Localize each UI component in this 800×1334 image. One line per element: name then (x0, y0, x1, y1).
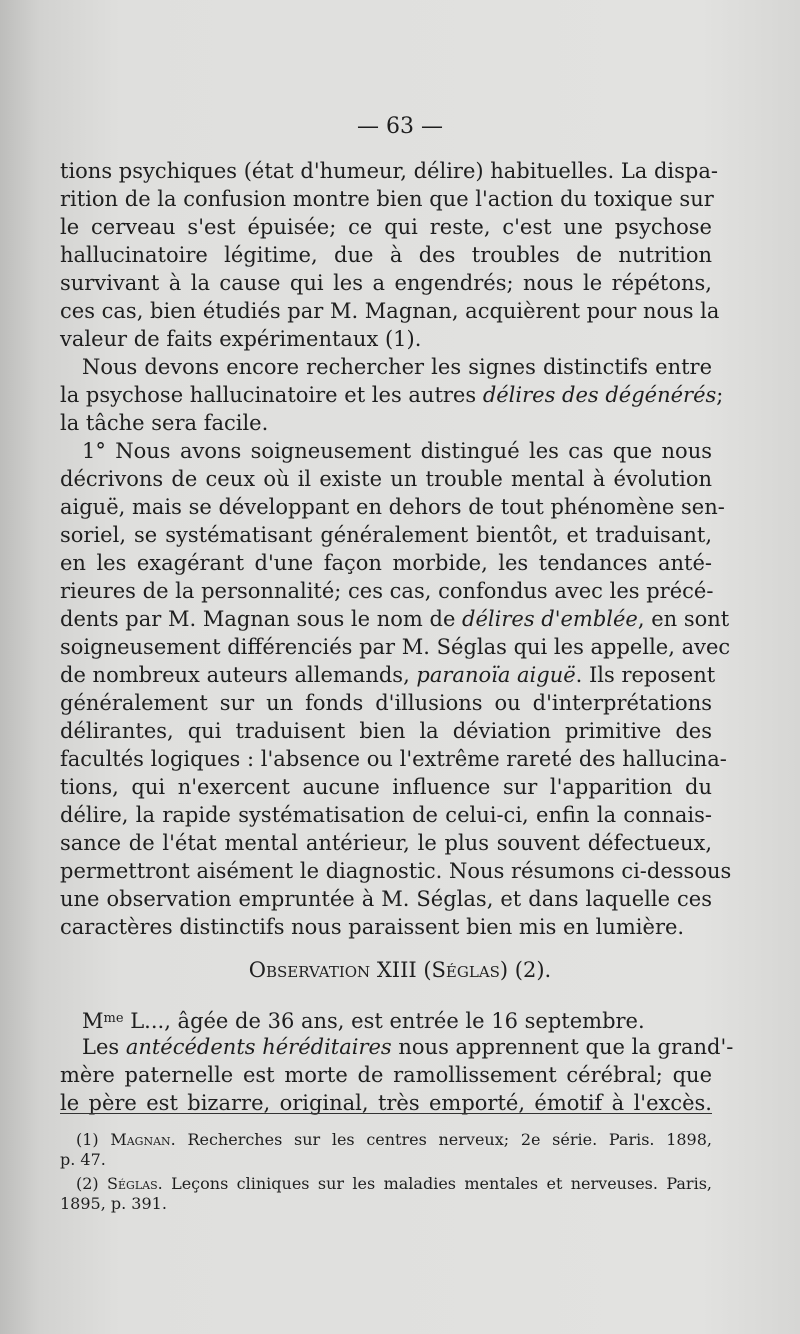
text-line: survivant à la cause qui les a engendrés; nous le répétons, (60, 271, 712, 295)
text-line: aiguë, mais se développant en dehors de tout phénomène sen- (60, 495, 725, 519)
text-line: la psychose hallucinatoire et les autres délires des dégénérés; (60, 383, 724, 407)
text-line: dents par M. Magnan sous le nom de délires d'emblée, en sont (60, 607, 730, 631)
text-line: 1° Nous avons soigneusement distingué les cas que nous (82, 439, 712, 463)
text-line: sance de l'état mental antérieur, le plus souvent défectueux, (60, 831, 712, 855)
text-line: hallucinatoire légitime, due à des troubles de nutrition (60, 243, 712, 267)
text-line: délire, la rapide systématisation de celui-ci, enfin la connais- (60, 803, 712, 827)
text-line: le père est bizarre, original, très emporté, émotif à l'excès. (60, 1091, 712, 1115)
footnote-divider (60, 1113, 712, 1114)
text-line: $M^{me}$ L..., âgée de 36 ans, est entrée le 16 septembre. (82, 1009, 645, 1033)
text-line: tions, qui n'exercent aucune influence sur l'apparition du (60, 775, 712, 799)
text-line: une observation empruntée à M. Séglas, et dans laquelle ces (60, 887, 712, 911)
footnote: (1) Magnan. Recherches sur les centres nerveux; 2e série. Paris. 1898, (76, 1130, 713, 1149)
italic-phrase: délires d'emblée (462, 607, 638, 631)
text-line: ces cas, bien étudiés par M. Magnan, acquièrent pour nous la (60, 299, 720, 323)
italic-phrase: délires des dégénérés (482, 383, 717, 407)
text-line: Les antécédents héréditaires nous apprennent que la grand'- (82, 1035, 734, 1059)
footnote-continuation: 1895, p. 391. (60, 1194, 167, 1213)
text-line: valeur de faits expérimentaux (1). (60, 327, 422, 351)
text-line: en les exagérant d'une façon morbide, les tendances anté- (60, 551, 712, 575)
text-line: mère paternelle est morte de ramollissement cérébral; que (60, 1063, 712, 1087)
text-line: le cerveau s'est épuisée; ce qui reste, c'est une psychose (60, 215, 712, 239)
italic-phrase: antécédents héréditaires (125, 1035, 392, 1059)
text-line: délirantes, qui traduisent bien la déviation primitive des (60, 719, 712, 743)
text-line: soigneusement différenciés par M. Séglas qui les appelle, avec (60, 635, 731, 659)
observation-heading: Observation XIII (Séglas) (2). (248, 958, 552, 982)
text-line: de nombreux auteurs allemands, paranoïa aiguë. Ils reposent (60, 663, 716, 687)
text-line: décrivons de ceux où il existe un trouble mental à évolution (60, 467, 712, 491)
text-line: rition de la confusion montre bien que l'action du toxique sur (60, 187, 714, 211)
text-line: tions psychiques (état d'humeur, délire) habituelles. La dispa- (60, 159, 718, 183)
text-line: caractères distinctifs nous paraissent bien mis en lumière. (60, 915, 685, 939)
text-line: généralement sur un fonds d'illusions ou d'interprétations (60, 691, 712, 715)
text-line: la tâche sera facile. (60, 411, 269, 435)
text-line: soriel, se systématisant généralement bientôt, et traduisant, (60, 523, 712, 547)
text-line: rieures de la personnalité; ces cas, confondus avec les précé- (60, 579, 714, 603)
page-number: — 63 — (357, 114, 443, 139)
text-line: Nous devons encore rechercher les signes distinctifs entre (82, 355, 712, 379)
footnote-continuation: p. 47. (60, 1150, 106, 1169)
italic-phrase: paranoïa aiguë (416, 663, 576, 687)
footnote: (2) Séglas. Leçons cliniques sur les maladies mentales et nerveuses. Paris, (76, 1174, 712, 1193)
text-line: facultés logiques : l'absence ou l'extrême rareté des hallucina- (60, 747, 727, 771)
text-line: permettront aisément le diagnostic. Nous résumons ci-dessous (60, 859, 732, 883)
